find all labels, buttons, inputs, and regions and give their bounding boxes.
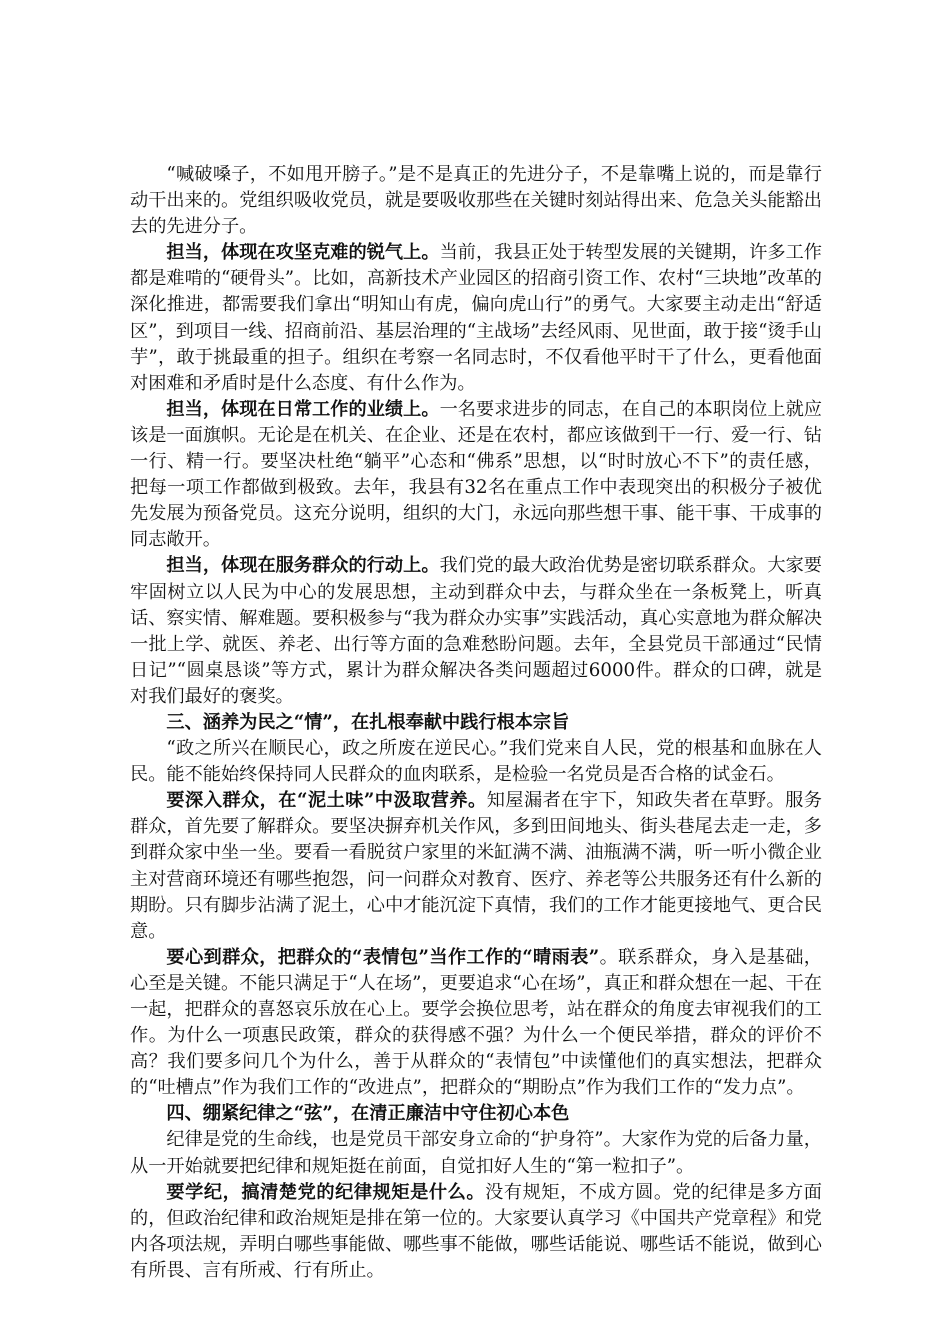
paragraph-lead: 担当，体现在日常工作的业绩上。 — [166, 398, 440, 420]
document-page — [130, 162, 822, 1284]
section-heading-text: 三、涵养为民之“情”，在扎根奉献中践行根本宗旨 — [166, 711, 570, 733]
paragraph-lead: 要学纪，搞清楚党的纪律规矩是什么。 — [166, 1181, 486, 1203]
paragraph-responsibility-challenges — [130, 240, 822, 397]
paragraph-lead: 担当，体现在攻坚克难的锐气上。 — [166, 242, 440, 264]
paragraph-text: 我们党的最大政治优势是密切联系群众。大家要牢固树立以人民为中心的发展思想，主动到群众中去，与群众坐在一条板凳上，听真话、察实情、解难题。要积极参与“我为群众办实事”实践活动，真心实意地为群众解决一批上学、就医、养老、出行等方面的急难愁盼问题。去年，全县党员干部通过“民情日记”“圆桌恳谈”等方式，累计为群众解决各类问题超过6000件。群众的口碑，就是对我们最好的褒奖。 — [130, 555, 822, 707]
section-heading-text: 四、绷紧纪律之“弦”，在清正廉洁中守住初心本色 — [166, 1103, 570, 1125]
paragraph-text: 纪律是党的生命线，也是党员干部安身立命的“护身符”。大家作为党的后备力量，从一开始就要把纪律和规矩挺在前面，自觉扣好人生的“第一粒扣子”。 — [130, 1129, 822, 1177]
section-heading-three — [130, 710, 822, 736]
paragraph-text: 。联系群众，身入是基础，心至是关键。不能只满足于“人在场”，更要追求“心在场”，真正和群众想在一起、干在一起，把群众的喜怒哀乐放在心上。要学会换位思考，站在群众的角度去审视我们的工作。为什么一项惠民政策，群众的获得感不强？为什么一个便民举措，群众的评价不高？我们要多问几个为什么，善于从群众的“表情包”中读懂他们的真实想法，把群众的“吐槽点”作为我们工作的“改进点”，把群众的“期盼点”作为我们工作的“发力点”。 — [130, 946, 822, 1099]
paragraph-text: 知屋漏者在宇下，知政失者在草野。服务群众，首先要了解群众。要坚决摒弃机关作风，多到田间地头、街头巷尾去走一走，多到群众家中坐一坐。要看一看脱贫户家里的米缸满不满、油瓶满不满，听一听小微企业主对营商环境还有哪些抱怨，问一问群众对教育、医疗、养老等公共服务还有什么新的期盼。只有脚步沾满了泥土，心中才能沉淀下真情，我们的工作才能更接地气、更合民意。 — [130, 790, 822, 942]
paragraph-learn-discipline — [130, 1180, 822, 1284]
paragraph-people-foundation — [130, 736, 822, 788]
paragraph-go-to-masses — [130, 788, 822, 945]
paragraph-heart-with-masses — [130, 945, 822, 1102]
paragraph-text: 当前，我县正处于转型发展的关键期，许多工作都是难啃的“硬骨头”。比如，高新技术产业园区的招商引资工作、农村“三块地”改革的深化推进，都需要我们拿出“明知山有虎，偏向虎山行”的勇气。大家要主动走出“舒适区”，到项目一线、招商前沿、基层治理的“主战场”去经风雨、见世面，敢于接“烫手山芋”，敢于挑最重的担子。组织在考察一名同志时，不仅看他平时干了什么，更看他面对困难和矛盾时是什么态度、有什么作为。 — [130, 242, 822, 394]
paragraph-lead: 要心到群众，把群众的“表情包”当作工作的“晴雨表” — [166, 946, 600, 968]
paragraph-vanguard-action — [130, 162, 822, 240]
paragraph-discipline-lifeline — [130, 1127, 822, 1179]
paragraph-lead: 担当，体现在服务群众的行动上。 — [166, 555, 440, 577]
paragraph-responsibility-service — [130, 553, 822, 710]
paragraph-text: 一名要求进步的同志，在自己的本职岗位上就应该是一面旗帜。无论是在机关、在企业、还是在农村，都应该做到干一行、爱一行、钻一行、精一行。要坚决杜绝“躺平”心态和“佛系”思想，以“时时放心不下”的责任感，把每一项工作都做到极致。去年，我县有32名在重点工作中表现突出的积极分子被优先发展为预备党员。这充分说明，组织的大门，永远向那些想干事、能干事、干成事的同志敞开。 — [130, 398, 822, 551]
paragraph-lead: 要深入群众，在“泥土味”中汲取营养。 — [166, 790, 487, 812]
section-heading-four — [130, 1101, 822, 1127]
paragraph-text: 没有规矩，不成方圆。党的纪律是多方面的，但政治纪律和政治规矩是排在第一位的。大家要认真学习《中国共产党章程》和党内各项法规，弄明白哪些事能做、哪些事不能做，哪些话能说、哪些话不能说，做到心有所畏、言有所戒、行有所止。 — [130, 1181, 822, 1281]
paragraph-text: “政之所兴在顺民心，政之所废在逆民心。”我们党来自人民，党的根基和血脉在人民。能不能始终保持同人民群众的血肉联系，是检验一名党员是否合格的试金石。 — [130, 738, 822, 786]
paragraph-text: “喊破嗓子，不如甩开膀子。”是不是真正的先进分子，不是靠嘴上说的，而是靠行动干出来的。党组织吸收党员，就是要吸收那些在关键时刻站得出来、危急关头能豁出去的先进分子。 — [130, 164, 822, 238]
paragraph-responsibility-performance — [130, 397, 822, 554]
